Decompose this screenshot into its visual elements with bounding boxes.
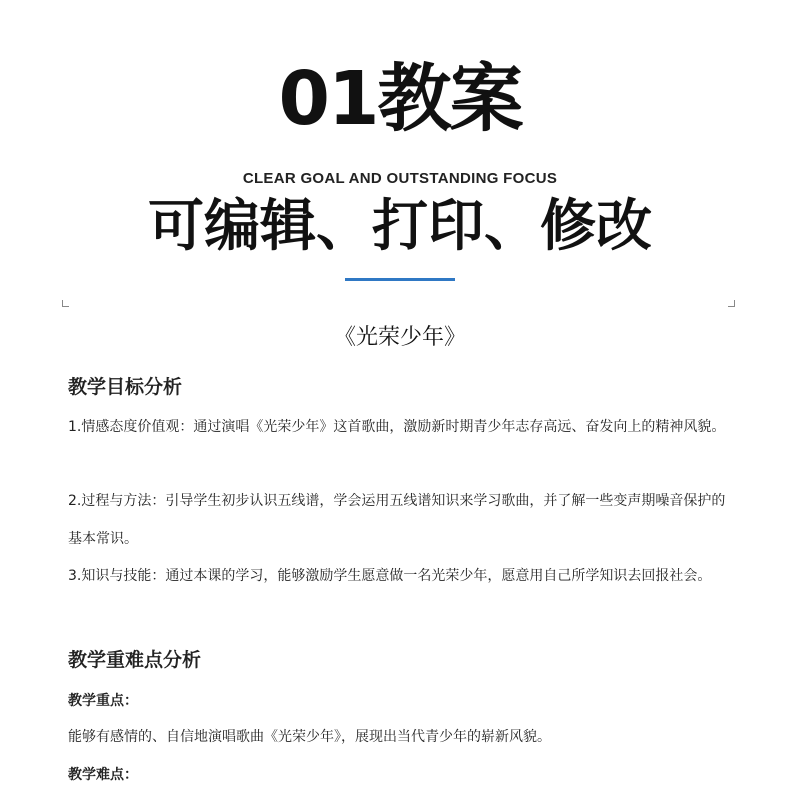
- goal-paragraph-3: 3.知识与技能：通过本课的学习，能够激励学生愿意做一名光荣少年，愿意用自己所学知识去回报社会。: [68, 568, 712, 584]
- goal-paragraph-2: 2.过程与方法：引导学生初步认识五线谱，学会运用五线谱知识来学习歌曲，并了解一些变声期噪音保护的基本常识。: [68, 493, 726, 547]
- document-title: 《光荣少年》: [333, 325, 466, 350]
- hero-title: 01教案: [278, 56, 522, 142]
- hero-subtitle: CLEAR GOAL AND OUTSTANDING FOCUS: [242, 170, 558, 187]
- goal-paragraph-1: 1.情感态度价值观：通过演唱《光荣少年》这首歌曲，激励新时期青少年志存高远、奋发向上的精神风貌。: [68, 419, 726, 435]
- section-heading-keypoints: 教学重难点分析: [68, 649, 202, 671]
- section-heading-goals: 教学目标分析: [68, 376, 183, 398]
- page-corner-right: [728, 300, 735, 307]
- key-point-label: 教学重点：: [68, 693, 138, 709]
- difficulty-label: 教学难点：: [68, 767, 138, 783]
- hero-tagline: 可编辑、打印、修改: [148, 194, 652, 259]
- page-corner-left: [62, 300, 69, 307]
- hero-divider: [345, 278, 455, 281]
- key-point-text: 能够有感情的、自信地演唱歌曲《光荣少年》，展现出当代青少年的崭新风貌。: [68, 729, 551, 745]
